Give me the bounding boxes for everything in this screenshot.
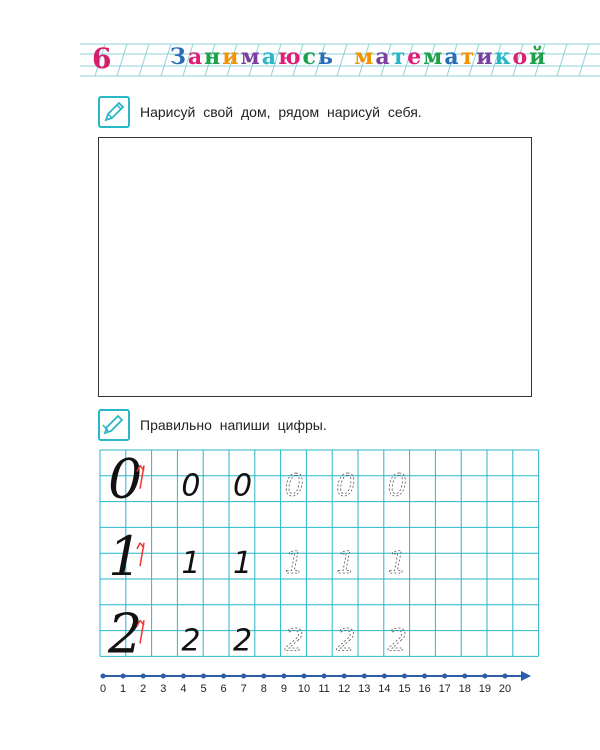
number-line-label: 4: [180, 683, 187, 695]
number-line-label: 7: [240, 683, 247, 695]
trace-digit[interactable]: 2: [387, 623, 407, 659]
number-line-point: [462, 674, 467, 679]
number-line-point: [362, 674, 367, 679]
number-line-label: 1: [120, 683, 127, 695]
sample-digit: 0: [233, 468, 253, 504]
number-line-label: 15: [398, 683, 411, 695]
number-line-label: 10: [297, 683, 311, 695]
title-letter: т: [391, 44, 408, 70]
sample-digit: 2: [233, 623, 253, 659]
number-line-point: [201, 674, 206, 679]
number-line-point: [442, 674, 447, 679]
number-line-point: [322, 674, 327, 679]
number-line-label: 18: [458, 683, 471, 695]
number-line-label: 12: [338, 683, 351, 695]
number-line-label: 14: [378, 683, 391, 695]
number-line-label: 11: [318, 683, 330, 695]
title-letter: е: [407, 44, 424, 70]
number-line-label: 19: [478, 683, 492, 695]
title-letter: й: [529, 44, 548, 70]
number-line-point: [121, 674, 126, 679]
number-line-point: [302, 674, 307, 679]
sample-digit: 1: [181, 546, 201, 581]
title-letter: ь: [317, 44, 335, 70]
number-line-point: [181, 674, 186, 679]
page-number: 6: [92, 42, 112, 75]
title-letter: а: [375, 44, 392, 70]
title-letter: к: [494, 44, 513, 70]
number-line-point: [342, 674, 347, 679]
number-line-label: 6: [220, 683, 227, 695]
title-letter: т: [460, 44, 477, 70]
model-digit-1: 1: [108, 525, 143, 588]
trace-digit[interactable]: 1: [336, 546, 356, 581]
title-letter: а: [261, 44, 278, 70]
number-line-label: 16: [418, 683, 431, 695]
number-line-point: [482, 674, 487, 679]
title-letter: м: [354, 44, 376, 70]
task-write-text: Правильно напиши цифры.: [140, 417, 327, 433]
title-letter: м: [240, 44, 262, 70]
number-line-label: 8: [260, 683, 267, 695]
trace-digit[interactable]: 2: [336, 623, 356, 659]
number-line-label: 5: [200, 683, 207, 695]
trace-digit[interactable]: 0: [284, 468, 304, 504]
number-line-label: 3: [160, 683, 167, 695]
number-line-point: [101, 674, 106, 679]
title-letter: З: [170, 44, 188, 70]
number-line-point: [221, 674, 226, 679]
number-line-point: [402, 674, 407, 679]
sample-digit: 1: [233, 546, 253, 581]
number-line-point: [261, 674, 266, 679]
number-line-point: [241, 674, 246, 679]
trace-digit[interactable]: 1: [387, 546, 407, 581]
number-line-label: 17: [438, 683, 451, 695]
sample-digit: 2: [181, 623, 201, 659]
trace-digit[interactable]: 1: [284, 546, 304, 581]
model-digit-0: 0: [108, 447, 143, 511]
number-line-point: [281, 674, 286, 679]
task-draw-text: Нарисуй свой дом, рядом нарисуй себя.: [140, 104, 422, 120]
number-line-point: [161, 674, 166, 679]
title-letter: и: [222, 44, 241, 70]
trace-digit[interactable]: 0: [336, 468, 356, 504]
number-line-label: 9: [280, 683, 287, 695]
number-line-label: 13: [358, 683, 371, 695]
title-letter: ю: [277, 44, 303, 70]
number-line-point: [503, 674, 508, 679]
number-line-point: [141, 674, 146, 679]
sample-digit: 0: [181, 468, 201, 504]
number-line-point: [422, 674, 427, 679]
model-digit-2: 2: [108, 602, 143, 666]
trace-digit[interactable]: 0: [387, 468, 407, 504]
trace-digit[interactable]: 2: [284, 623, 304, 659]
arrow-right-icon: [521, 671, 531, 681]
title-letter: н: [204, 44, 223, 70]
title-letter: с: [302, 44, 318, 70]
title-letter: а: [187, 44, 205, 70]
number-line-label: 0: [99, 683, 107, 695]
number-line-label: 2: [140, 683, 147, 695]
number-line-label: 20: [498, 683, 512, 695]
title-letter: и: [476, 44, 495, 70]
title-letter: м: [423, 44, 445, 70]
title-letter: а: [444, 44, 461, 70]
number-line-point: [382, 674, 387, 679]
title-letter: о: [512, 44, 530, 70]
